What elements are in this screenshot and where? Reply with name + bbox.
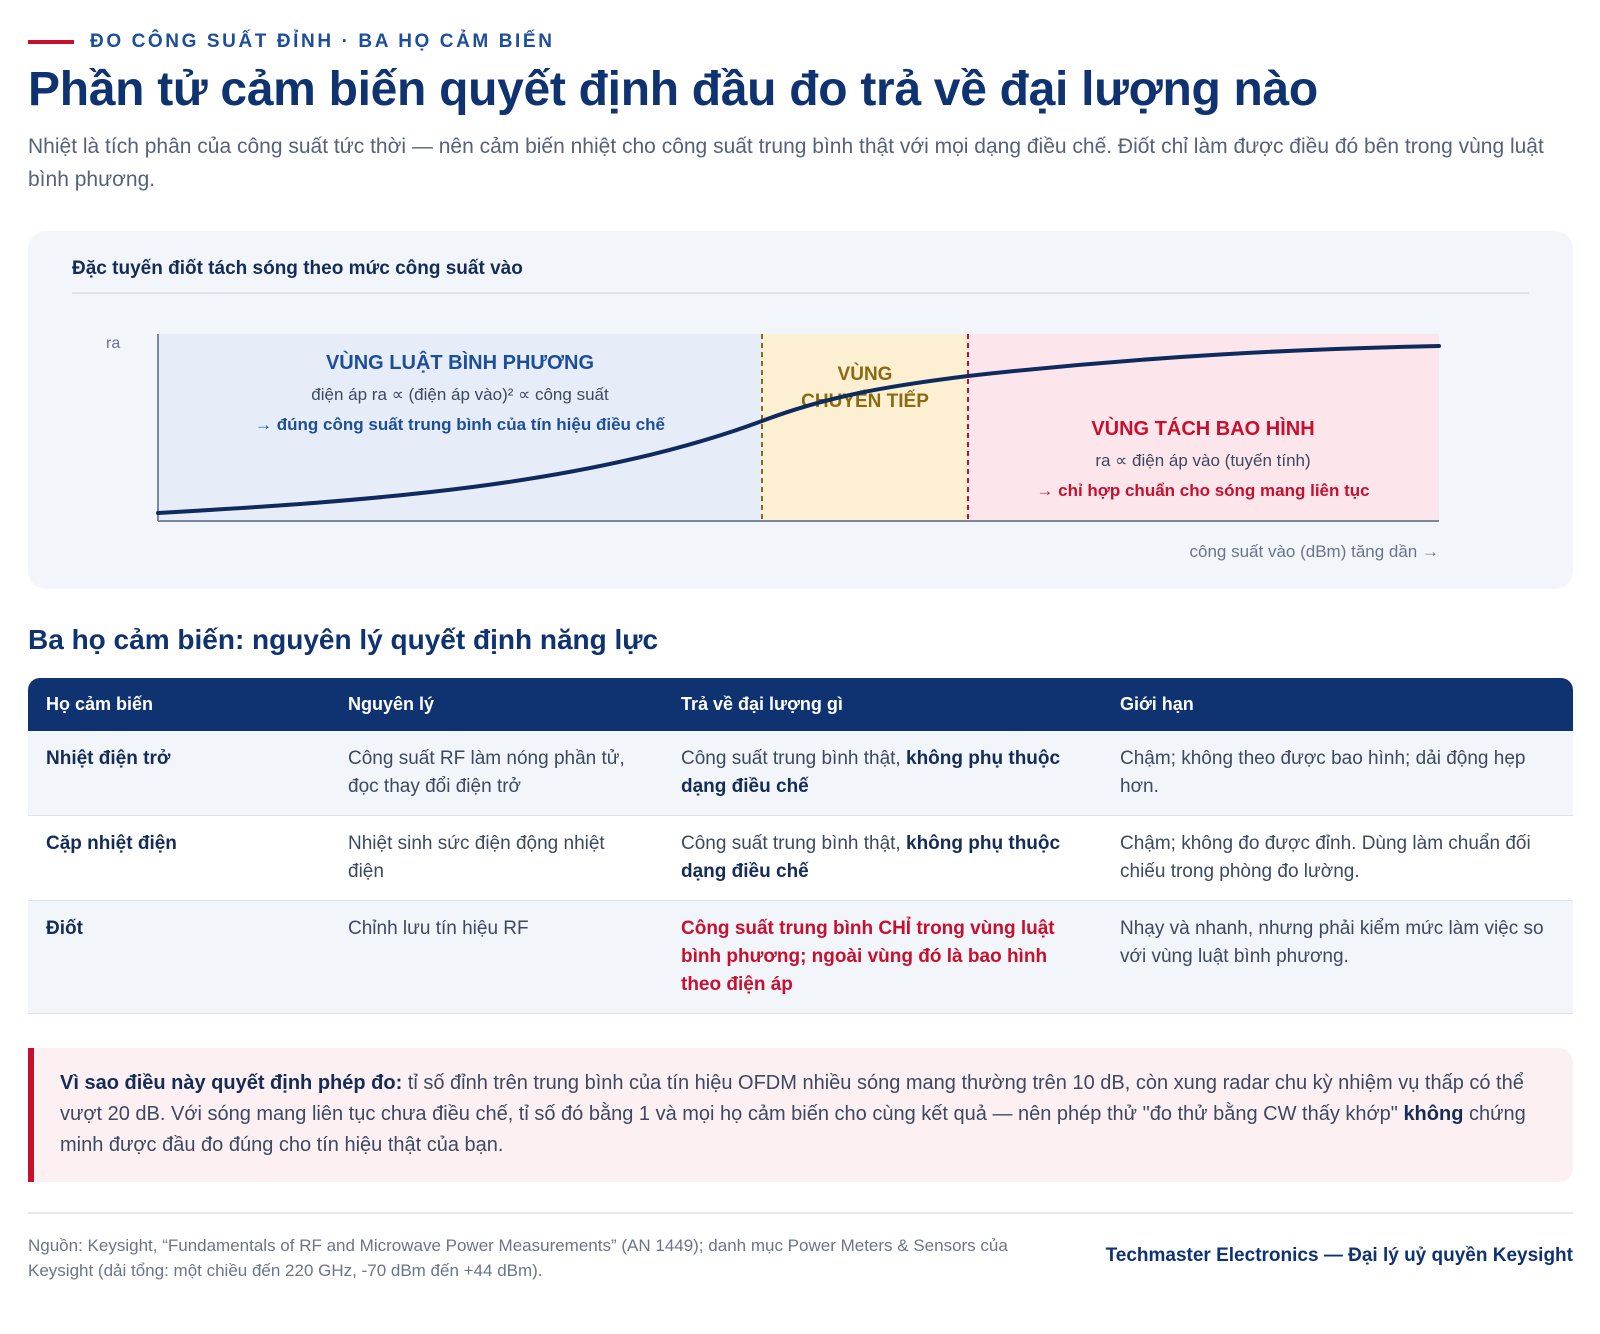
row-family: Cặp nhiệt điện xyxy=(28,816,330,901)
y-axis-label: ra xyxy=(106,335,121,352)
returns-emphasis: không phụ thuộc dạng điều chế xyxy=(681,748,1061,797)
table-row-thermistor xyxy=(28,731,1573,816)
row-principle: Chỉnh lưu tín hiệu RF xyxy=(330,901,663,1014)
envelope-formula: ra ∝ điện áp vào (tuyến tính) xyxy=(1095,451,1311,470)
kicker-accent-line xyxy=(28,40,74,44)
row-returns xyxy=(663,731,1102,816)
brand-credit: Techmaster Electronics — Đại lý uỷ quyền Keysight xyxy=(1105,1245,1573,1266)
sensor-table-title: Ba họ cảm biến: nguyên lý quyết định năng lực xyxy=(28,624,659,655)
page-title: Phần tử cảm biến quyết định đầu đo trả về đại lượng nào xyxy=(28,63,1318,116)
header-limit: Giới hạn xyxy=(1102,678,1573,731)
callout-emphasis: không xyxy=(1403,1103,1464,1125)
callout-text-2: chứng minh được đầu đo đúng cho tín hiệu thật của bạn. xyxy=(60,1103,1526,1156)
footer-divider xyxy=(28,1212,1573,1214)
row-returns xyxy=(663,816,1102,901)
kicker xyxy=(28,30,555,54)
square-law-note: → đúng công suất trung bình của tín hiệu điều chế xyxy=(255,415,665,434)
kicker-text: ĐO CÔNG SUẤT ĐỈNH · BA HỌ CẢM BIẾN xyxy=(90,31,555,52)
row-limit: Chậm; không đo được đỉnh. Dùng làm chuẩn đối chiếu trong phòng đo lường. xyxy=(1102,816,1573,901)
table-header-row xyxy=(28,678,1573,731)
callout-lead: Vì sao điều này quyết định phép đo: xyxy=(60,1072,403,1094)
transition-title-line2: CHUYỂN TIẾP xyxy=(801,391,929,412)
source-note: Nguồn: Keysight, “Fundamentals of RF and Microwave Power Measurements” (AN 1449); danh mục Power Meters & Sensors của Keysight (dải tổng: một chiều đến 220 GHz, -70 dBm đến +44 dBm). xyxy=(28,1236,1008,1280)
diode-characteristic-card xyxy=(28,231,1573,589)
x-axis-label: công suất vào (dBm) tăng dần → xyxy=(1189,542,1439,561)
header-returns: Trả về đại lượng gì xyxy=(663,678,1102,731)
row-principle: Công suất RF làm nóng phần tử, đọc thay đổi điện trở xyxy=(330,731,663,816)
envelope-title: VÙNG TÁCH BAO HÌNH xyxy=(1091,418,1315,440)
callout-text-1: tỉ số đỉnh trên trung bình của tín hiệu OFDM nhiều sóng mang thường trên 10 dB, còn xung radar chu kỳ nhiệm vụ thấp có thể vượt 20 dB. Với sóng mang liên tục chưa điều chế, tỉ số đó bằng 1 và mọi họ cảm biến cho cùng kết quả — nên phép thử "đo thử bằng CW thấy khớp" xyxy=(60,1072,1524,1125)
row-returns xyxy=(663,901,1102,1014)
diode-curve-diagram xyxy=(28,231,1573,589)
row-family: Điốt xyxy=(28,901,330,1014)
table-row-diode xyxy=(28,901,1573,1014)
transition-zone xyxy=(762,334,968,520)
square-law-title: VÙNG LUẬT BÌNH PHƯƠNG xyxy=(325,352,595,374)
row-limit: Chậm; không theo được bao hình; dải động hẹp hơn. xyxy=(1102,731,1573,816)
returns-plain: Công suất trung bình thật, xyxy=(681,748,906,769)
diagram-title: Đặc tuyến điốt tách sóng theo mức công suất vào xyxy=(72,258,523,279)
header-principle: Nguyên lý xyxy=(330,678,663,731)
row-limit: Nhạy và nhanh, nhưng phải kiểm mức làm việc so với vùng luật bình phương. xyxy=(1102,901,1573,1014)
returns-plain: Công suất trung bình thật, xyxy=(681,833,906,854)
row-principle: Nhiệt sinh sức điện động nhiệt điện xyxy=(330,816,663,901)
returns-emphasis: không phụ thuộc dạng điều chế xyxy=(681,833,1061,882)
envelope-note: → chỉ hợp chuẩn cho sóng mang liên tục xyxy=(1036,481,1370,500)
page-subtitle: Nhiệt là tích phân của công suất tức thời — nên cảm biến nhiệt cho công suất trung bình thật với mọi dạng điều chế. Điốt chỉ làm được điều đó bên trong vùng luật bình phương. xyxy=(28,135,1544,191)
transition-title-line1: VÙNG xyxy=(837,364,893,385)
row-family: Nhiệt điện trở xyxy=(28,731,330,816)
returns-warning: Công suất trung bình CHỈ trong vùng luật bình phương; ngoài vùng đó là bao hình theo điện áp xyxy=(681,918,1055,995)
square-law-formula: điện áp ra ∝ (điện áp vào)² ∝ công suất xyxy=(311,385,609,404)
why-it-matters-callout xyxy=(28,1048,1573,1182)
sensor-families-table xyxy=(28,678,1573,1014)
header-family: Họ cảm biến xyxy=(28,678,330,731)
table-row-thermocouple xyxy=(28,816,1573,901)
